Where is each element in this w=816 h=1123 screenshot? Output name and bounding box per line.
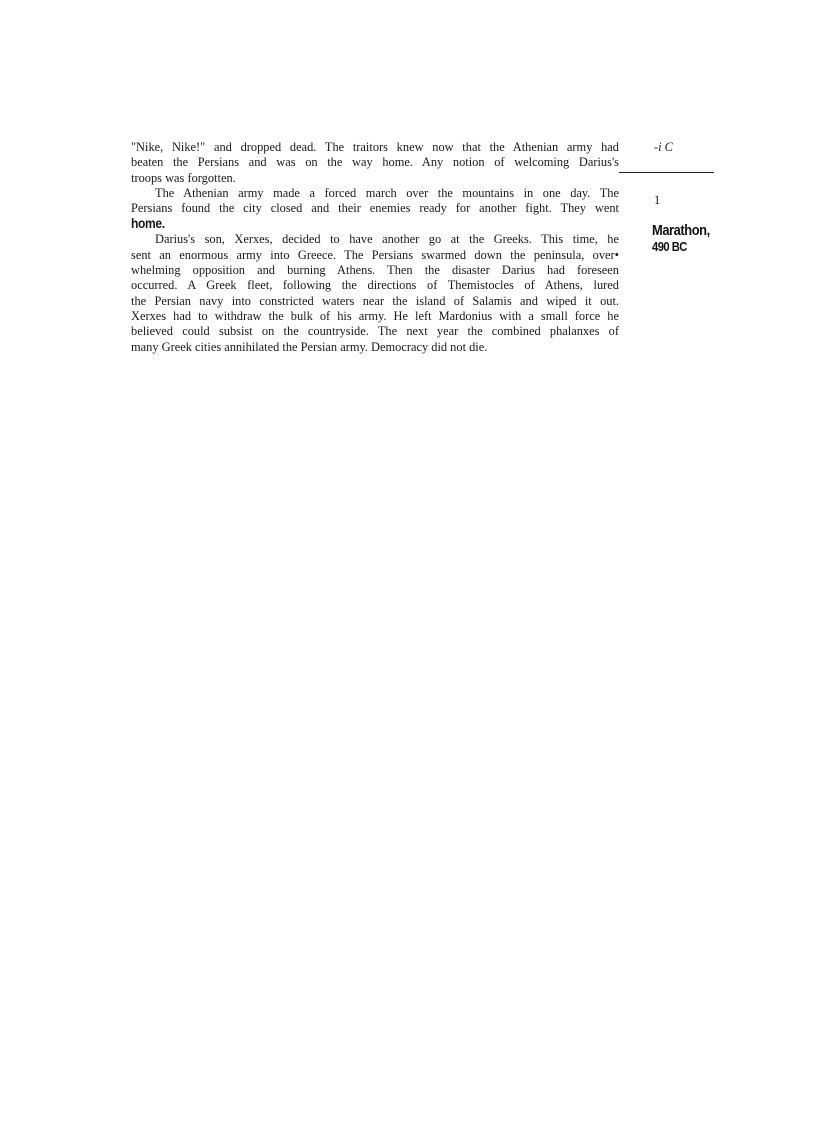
text-line: troops was forgotten. (131, 170, 236, 185)
text-line: many Greek cities annihilated the Persian army. Democracy did not die. (131, 339, 488, 354)
text-line: "Nike, Nike!" and dropped dead. The traitors knew now that the Athenian army had (131, 140, 619, 154)
margin-heading-title: Marathon, (652, 222, 710, 239)
text-line: Xerxes had to withdraw the bulk of his army. He left Mardonius with a small force he (131, 308, 619, 323)
main-text (131, 140, 619, 355)
margin-heading-date: 490 BC (652, 239, 687, 254)
margin-heading (652, 222, 719, 254)
text-line: believed could subsist on the countryside. The next year the combined phalanxes of (131, 324, 619, 339)
text-line: Darius's son, Xerxes, decided to have another go at the Greeks. This time, he (155, 232, 619, 247)
margin-divider (619, 172, 714, 173)
text-line: the Persian navy into constricted waters near the island of Salamis and wiped it out. (131, 293, 619, 308)
text-line: occurred. A Greek fleet, following the directions of Themistocles of Athens, lured (131, 278, 619, 293)
margin-number: 1 (654, 193, 661, 207)
margin-mark: -i C (654, 140, 673, 154)
text-line: sent an enormous army into Greece. The Persians swarmed down the peninsula, over• (131, 247, 619, 262)
paragraph-3 (131, 232, 619, 354)
paragraph-2 (131, 186, 619, 232)
paragraph-end-word: home. (131, 215, 165, 232)
text-line: The Athenian army made a forced march over the mountains in one day. The (155, 185, 619, 200)
paragraph-1 (131, 140, 619, 186)
text-line: beaten the Persians and was on the way home. Any notion of welcoming Darius's (131, 155, 619, 170)
text-line: whelming opposition and burning Athens. Then the disaster Darius had foreseen (131, 263, 619, 278)
text-line: Persians found the city closed and their enemies ready for another fight. They went (131, 201, 619, 216)
